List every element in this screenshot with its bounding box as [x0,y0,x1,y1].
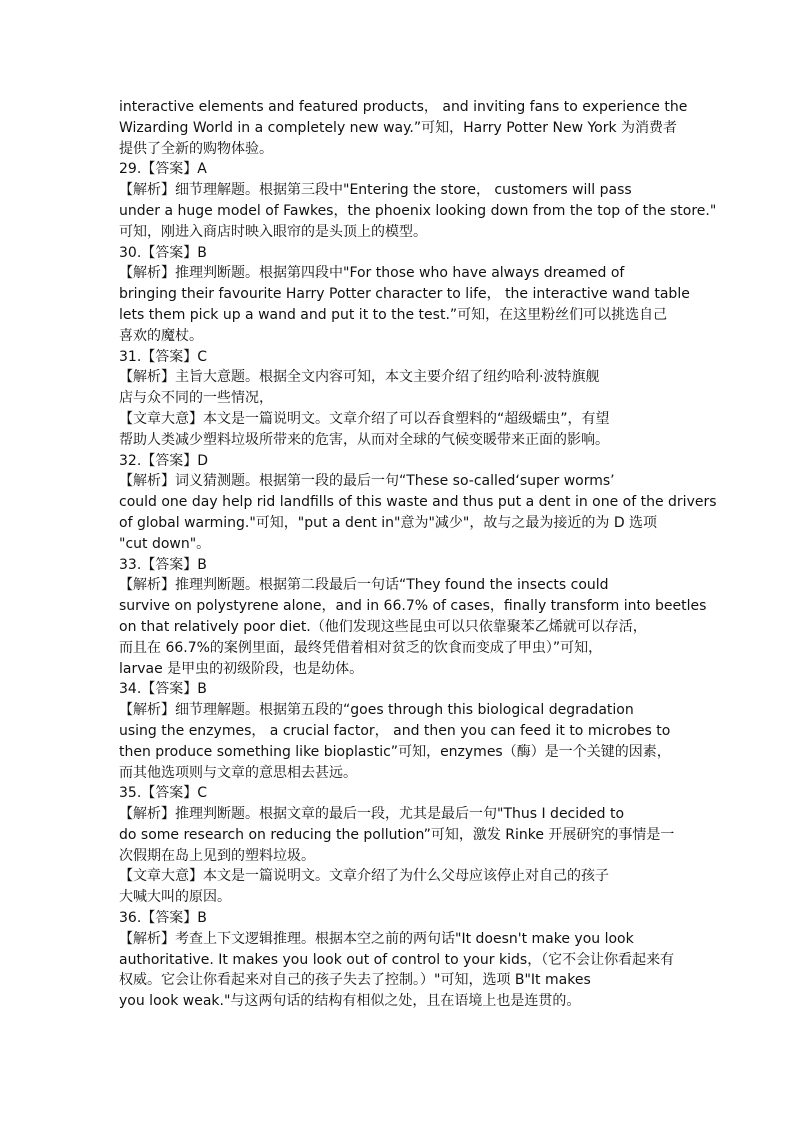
text-line: of global warming."可知，"put a dent in"意为"减少"，故与之最为接近的为 D 选项 [119,514,658,531]
text-line: you look weak."与这两句话的结构有相似之处，且在语境上也是连贯的。 [119,993,581,1010]
text-line: authoritative. It makes you look out of control to your kids，（它不会让你看起来有 [119,951,675,968]
text-line: 【解析】细节理解题。根据第五段的“goes through this biological degradation [119,702,634,719]
text-line: survive on polystyrene alone，and in 66.7% of cases，finally transform into beetles [119,598,707,615]
text-line: 次假期在岛上见到的塑料垃圾。 [119,847,315,864]
text-line: then produce something like bioplastic”可知，enzymes（酶）是一个关键的因素， [119,743,671,760]
text-line: 提供了全新的购物体验。 [119,140,273,157]
text-line: 店与众不同的一些情况， [119,390,273,407]
text-line: 可知，刚进入商店时映入眼帘的是头顶上的模型。 [119,223,427,240]
answer-heading-36: 36.【答案】B [119,910,207,927]
text-line: "cut down"。 [119,535,211,552]
answer-heading-35: 35.【答案】C [119,785,208,802]
text-line: Wizarding World in a completely new way.”可知，Harry Potter New York 为消费者 [119,119,678,136]
text-line: 帮助人类减少塑料垃圾所带来的危害，从而对全球的气候变暖带来正面的影响。 [119,431,609,448]
text-line: 而且在 66.7%的案例里面，最终凭借着相对贫乏的饮食而变成了甲虫）”可知， [119,639,603,656]
text-line: do some research on reducing the pollution”可知，激发 Rinke 开展研究的事情是一 [119,826,675,843]
text-line: under a huge model of Fawkes，the phoenix looking down from the top of the store." [119,202,717,219]
text-line: 权威。它会让你看起来对自己的孩子失去了控制。）"可知，选项 B"It makes [119,972,591,989]
text-line: 【解析】主旨大意题。根据全文内容可知，本文主要介绍了纽约哈利·波特旗舰 [119,369,600,386]
text-line: 【文章大意】本文是一篇说明文。文章介绍了为什么父母应该停止对自己的孩子 [119,868,609,885]
answer-explanation-text [119,97,717,1012]
text-line: interactive elements and featured products， and inviting fans to experience the [119,99,688,115]
text-line: 【解析】细节理解题。根据第三段中"Entering the store， customers will pass [119,182,632,199]
text-line: 大喊大叫的原因。 [119,889,231,906]
text-line: lets them pick up a wand and put it to the test.”可知，在这里粉丝们可以挑选自己 [119,306,668,323]
text-line: 【文章大意】本文是一篇说明文。文章介绍了可以吞食塑料的“超级蠕虫”，有望 [119,410,610,427]
answer-heading-34: 34.【答案】B [119,681,207,698]
answer-heading-30: 30.【答案】B [119,244,207,261]
text-line: 喜欢的魔杖。 [119,327,203,344]
answer-heading-33: 33.【答案】B [119,556,207,573]
text-line: could one day help rid landfills of this waste and thus put a dent in one of the drivers [119,494,717,511]
answer-heading-31: 31.【答案】C [119,348,208,365]
text-line: 【解析】推理判断题。根据第四段中"For those who have always dreamed of [119,265,625,282]
text-line: bringing their favourite Harry Potter character to life， the interactive wand table [119,286,690,303]
text-line: on that relatively poor diet.（他们发现这些昆虫可以只依靠聚苯乙烯就可以存活， [119,618,647,635]
text-line: 【解析】推理判断题。根据文章的最后一段，尤其是最后一句"Thus I decided to [119,806,625,823]
text-line: 【解析】考查上下文逻辑推理。根据本空之前的两句话"It doesn't make you look [119,930,634,947]
text-line: using the enzymes， a crucial factor， and then you can feed it to microbes to [119,722,671,739]
text-line: 【解析】推理判断题。根据第二段最后一句话“They found the insects could [119,577,609,594]
text-line: larvae 是甲虫的初级阶段，也是幼体。 [119,660,364,677]
text-line: 而其他选项则与文章的意思相去甚远。 [119,764,357,781]
answer-heading-29: 29.【答案】A [119,161,207,178]
text-line: 【解析】词义猜测题。根据第一段的最后一句“These so-called‘super worms’ [119,473,615,490]
answer-heading-32: 32.【答案】D [119,452,209,469]
